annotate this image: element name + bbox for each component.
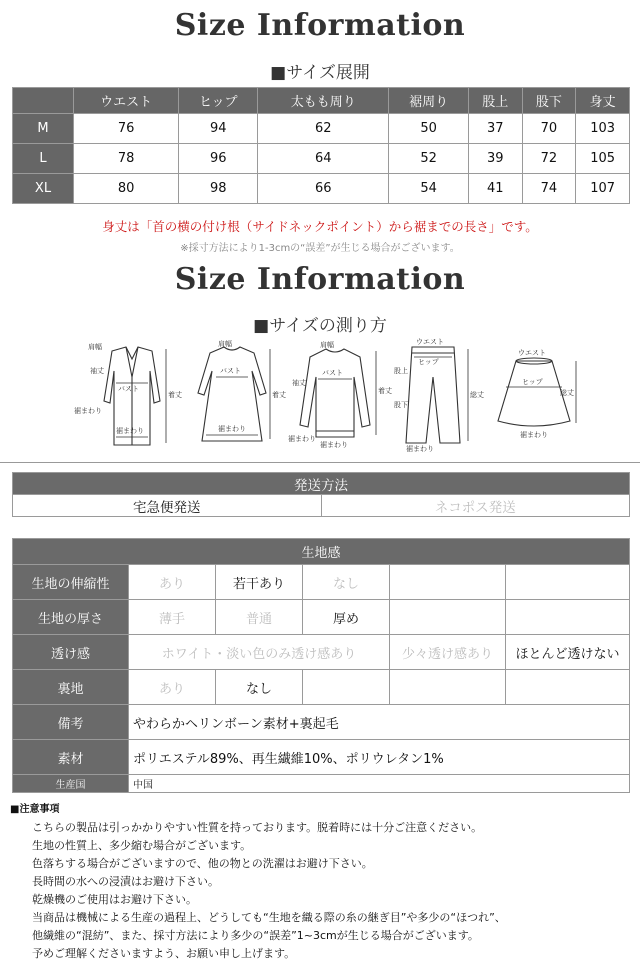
pants-hip-label: ヒップ xyxy=(418,358,439,366)
size-chart-subtitle: ■サイズ展開 xyxy=(270,63,370,83)
coat-hem-label: 裾まわり xyxy=(116,427,144,435)
coat-length-label: 着丈 xyxy=(168,391,182,399)
sweater-diagram xyxy=(300,349,370,437)
skirt-hem-label: 裾まわり xyxy=(520,431,548,439)
size-header-corner xyxy=(13,88,74,114)
lining-label: 裏地 xyxy=(13,670,129,705)
caution-section xyxy=(12,801,506,963)
size-cell: 39 xyxy=(468,144,522,174)
size-cell: 105 xyxy=(576,144,630,174)
shipping-option-inactive: ネコポス発送 xyxy=(321,495,630,517)
size-cell: 76 xyxy=(74,114,179,144)
divider xyxy=(0,462,640,463)
fabric-option-selected: 若干あり xyxy=(216,565,303,600)
table-row xyxy=(13,114,630,144)
pants-hem-label: 裾まわり xyxy=(406,445,434,452)
caution-line: 他繊維の“混紡”、また、採寸方法により多少の“誤差”1~3cmが生じる場合がございます。 xyxy=(32,929,479,942)
origin-label: 生産国 xyxy=(13,775,129,793)
coat-shoulder-label: 肩幅 xyxy=(88,343,102,351)
fabric-option: ホワイト・淡い色のみ透け感あり xyxy=(129,635,390,670)
thickness-label: 生地の厚さ xyxy=(13,600,129,635)
caution-line: 生地の性質上、多少縮む場合がございます。 xyxy=(32,839,252,852)
stretch-label: 生地の伸縮性 xyxy=(13,565,129,600)
sweater-sleeve-hem-label: 裾まわり xyxy=(288,435,316,443)
fabric-option-selected: 厚め xyxy=(303,600,390,635)
size-cell: 80 xyxy=(74,174,179,204)
length-note: 身丈は「首の横の付け根（サイドネックポイント）から裾までの長さ」です。 xyxy=(102,219,538,234)
size-cell: 52 xyxy=(389,144,469,174)
transparency-label: 透け感 xyxy=(13,635,129,670)
dress-length-label: 着丈 xyxy=(272,391,286,399)
shipping-header: 発送方法 xyxy=(13,473,630,495)
material-value: ポリエステル89%、再生繊維10%、ポリウレタン1% xyxy=(129,740,630,775)
caution-line: 予めご理解くださいますよう、お願い申し上げます。 xyxy=(32,947,296,960)
fabric-option: なし xyxy=(303,565,390,600)
caution-line: 当商品は機械による生産の過程上、どうしても“生地を織る際の糸の継ぎ目”や多少の“ほつれ”、 xyxy=(32,911,506,924)
sweater-shoulder-label: 肩幅 xyxy=(320,341,334,349)
dress-bust-label: バスト xyxy=(220,367,241,375)
caution-line: 長時間の水への浸漬はお避け下さい。 xyxy=(32,875,219,888)
fabric-option-selected: ほとんど透けない xyxy=(506,635,630,670)
table-row xyxy=(13,144,630,174)
size-cell: 78 xyxy=(74,144,179,174)
remarks-value: やわらかヘリンボーン素材+裏起毛 xyxy=(129,705,630,740)
pants-total-label: 総丈 xyxy=(470,391,484,399)
pants-waist-label: ウエスト xyxy=(416,338,444,346)
pants-inseam-label: 股下 xyxy=(394,401,408,409)
table-row xyxy=(13,670,630,705)
size-cell: 70 xyxy=(522,114,576,144)
shipping-option-active: 宅急便発送 xyxy=(13,495,322,517)
size-label: L xyxy=(13,144,74,174)
material-label: 素材 xyxy=(13,740,129,775)
size-info-title: Size Information xyxy=(174,8,466,43)
size-cell: 37 xyxy=(468,114,522,144)
pants-rise-label: 股上 xyxy=(394,367,408,375)
measurement-diagrams xyxy=(70,337,580,452)
caution-line: こちらの製品は引っかかりやすい性質を持っております。脱着時には十分ご注意ください。 xyxy=(32,821,483,834)
measure-info-title: Size Information xyxy=(174,262,466,297)
sweater-hem-label: 裾まわり xyxy=(320,441,348,449)
fabric-header: 生地感 xyxy=(13,539,630,565)
fabric-option xyxy=(390,670,506,705)
sweater-bust-label: バスト xyxy=(322,369,343,377)
remarks-label: 備考 xyxy=(13,705,129,740)
size-cell: 103 xyxy=(576,114,630,144)
fabric-option-selected: なし xyxy=(216,670,303,705)
measurement-error-note: ※採寸方法により1-3cmの“誤差”が生じる場合がございます。 xyxy=(180,243,460,254)
fabric-option: 少々透け感あり xyxy=(390,635,506,670)
shipping-table xyxy=(12,472,630,517)
fabric-table xyxy=(12,538,630,793)
size-cell: 96 xyxy=(179,144,258,174)
dress-shoulder-label: 肩幅 xyxy=(218,340,232,348)
size-cell: 98 xyxy=(179,174,258,204)
size-header-waist: ウエスト xyxy=(74,88,179,114)
fabric-option xyxy=(390,600,506,635)
origin-value: 中国 xyxy=(129,775,630,793)
fabric-option: 薄手 xyxy=(129,600,216,635)
size-table xyxy=(12,87,630,204)
size-header-hem: 裾周り xyxy=(389,88,469,114)
caution-title: ■注意事項 xyxy=(10,804,60,815)
skirt-total-label: 総丈 xyxy=(560,389,574,397)
fabric-option: あり xyxy=(129,670,216,705)
coat-bust-label: バスト xyxy=(118,385,139,393)
table-row xyxy=(13,705,630,740)
table-row xyxy=(13,174,630,204)
size-cell: 64 xyxy=(258,144,389,174)
skirt-hip-label: ヒップ xyxy=(522,378,543,386)
fabric-option: あり xyxy=(129,565,216,600)
skirt-waist-label: ウエスト xyxy=(518,349,546,357)
size-header-hip: ヒップ xyxy=(179,88,258,114)
fabric-option xyxy=(390,565,506,600)
size-cell: 94 xyxy=(179,114,258,144)
coat-sleeve-hem-label: 裾まわり xyxy=(74,407,102,415)
size-cell: 72 xyxy=(522,144,576,174)
size-header-rise: 股上 xyxy=(468,88,522,114)
size-cell: 74 xyxy=(522,174,576,204)
table-row xyxy=(13,635,630,670)
size-header-inseam: 股下 xyxy=(522,88,576,114)
table-row xyxy=(13,775,630,793)
table-row xyxy=(13,600,630,635)
table-row xyxy=(13,740,630,775)
size-cell: 50 xyxy=(389,114,469,144)
table-row xyxy=(13,565,630,600)
sweater-sleeve-label: 袖丈 xyxy=(292,379,306,387)
fabric-option xyxy=(506,670,630,705)
size-cell: 66 xyxy=(258,174,389,204)
fabric-option xyxy=(506,565,630,600)
caution-line: 乾燥機のご使用はお避け下さい。 xyxy=(32,893,197,906)
coat-sleeve-label: 袖丈 xyxy=(90,367,104,375)
dress-hem-label: 裾まわり xyxy=(218,425,246,433)
caution-line: 色落ちする場合がございますので、他の物との洗濯はお避け下さい。 xyxy=(32,857,373,870)
size-header-thigh: 太もも周り xyxy=(258,88,389,114)
size-cell: 107 xyxy=(576,174,630,204)
fabric-option xyxy=(506,600,630,635)
sweater-length-label: 着丈 xyxy=(378,387,392,395)
size-cell: 62 xyxy=(258,114,389,144)
size-label: M xyxy=(13,114,74,144)
size-cell: 54 xyxy=(389,174,469,204)
size-label: XL xyxy=(13,174,74,204)
fabric-option: 普通 xyxy=(216,600,303,635)
size-cell: 41 xyxy=(468,174,522,204)
fabric-option xyxy=(303,670,390,705)
size-header-length: 身丈 xyxy=(576,88,630,114)
measure-subtitle: ■サイズの測り方 xyxy=(253,316,387,336)
